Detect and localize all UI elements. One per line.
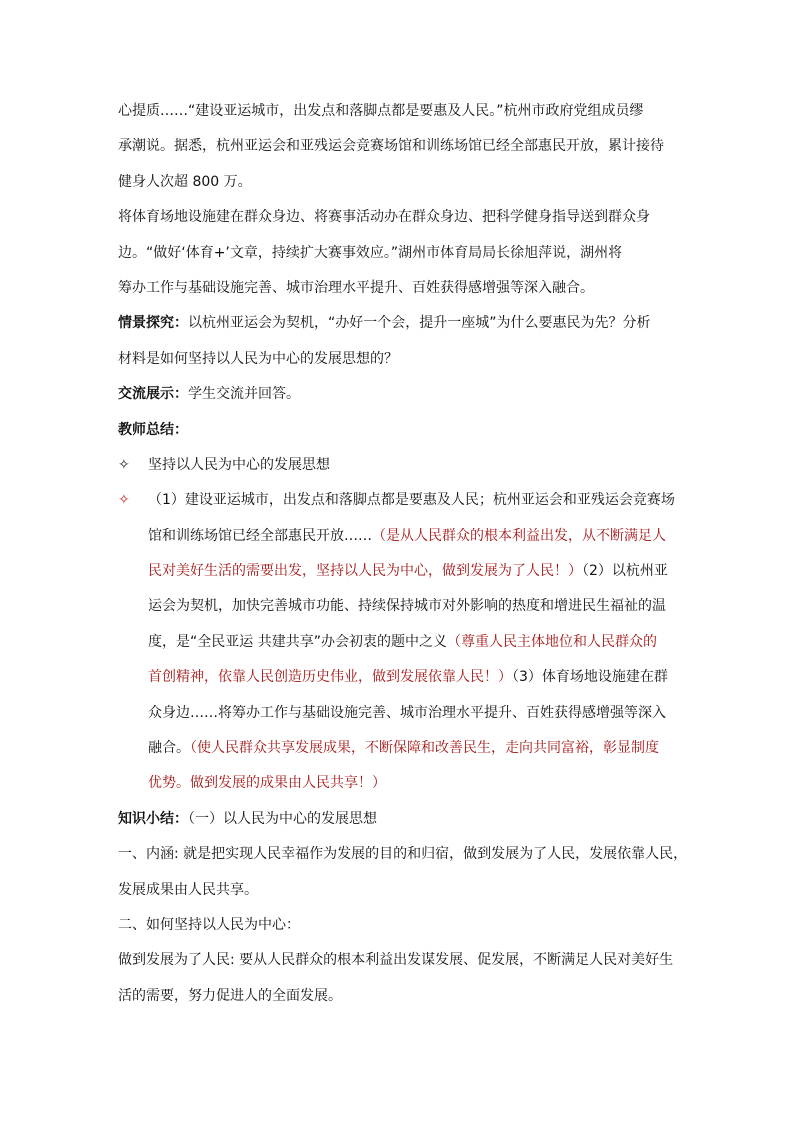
summary-point-2-text-3a: 民对美好生活的需要出发，坚持以人民为中心，做到发展为了人民！） — [148, 563, 582, 580]
summary-point-1-text: 坚持以人民为中心的发展思想 — [148, 456, 330, 473]
paragraph-1-line-2: 承潮说。据悉，杭州亚运会和亚残运会竞赛场馆和训练场馆已经全部惠民开放，累计接待 — [118, 138, 664, 155]
knowledge-summary-line — [118, 802, 678, 837]
paragraph-2-line-1: 将体育场地设施建在群众身边、将赛事活动办在群众身边、把科学健身指导送到群众身 — [118, 209, 650, 226]
paragraph-2-line-3: 筹办工作与基础设施完善、城市治理水平提升、百姓获得感增强等深入融合。 — [118, 279, 594, 296]
explore-line-2: 材料是如何坚持以人民为中心的发展思想的？ — [118, 350, 398, 367]
summary-point-2-line-2 — [118, 519, 678, 554]
section-1-line-1: 一、内涵: 就是把实现人民幸福作为发展的目的和归宿，做到发展为了人民，发展依靠人民， — [118, 846, 688, 863]
summary-point-2-line-8 — [118, 731, 678, 766]
summary-point-2-text-6a: 首创精神，依靠人民创造历史伟业，做到发展依靠人民！） — [148, 669, 512, 686]
summary-point-2-text-2b: （是从人民群众的根本利益出发，从不断满足人 — [372, 527, 666, 544]
summary-point-2-line-5 — [118, 625, 678, 660]
summary-point-2-text-6b: （3）体育场地设施建在群 — [512, 669, 668, 686]
summary-point-2-line-1 — [118, 483, 678, 518]
section-2-line-1: 做到发展为了人民: 要从人民群众的根本利益出发谋发展、促发展，不断满足人民对美好生 — [118, 952, 674, 969]
section-2-title: 二、如何坚持以人民为中心： — [118, 916, 300, 933]
paragraph-2-line-2: 边。“做好‘体育+’文章，持续扩大赛事效应。”湖州市体育局局长徐旭萍说，湖州将 — [118, 244, 623, 261]
explore-line-1 — [118, 306, 678, 341]
summary-point-2-line-3 — [118, 554, 678, 589]
teacher-summary-label: 教师总结： — [118, 421, 188, 438]
knowledge-summary-label: 知识小结： — [118, 810, 188, 827]
summary-point-2-text-1: （1）建设亚运城市，出发点和落脚点都是要惠及人民；杭州亚运会和亚残运会竞赛场 — [148, 492, 675, 509]
section-2-line-2: 活的需要，努力促进人的全面发展。 — [118, 987, 342, 1004]
exchange-line — [118, 377, 678, 412]
summary-point-2-text-5a: 度，是“全民亚运 共建共享”办会初衷的题中之义 — [148, 633, 447, 650]
exchange-text: 学生交流并回答。 — [188, 386, 300, 403]
explore-label: 情景探究： — [118, 315, 188, 332]
summary-point-2-text-5b: （尊重人民主体地位和人民群众的 — [446, 633, 657, 650]
summary-point-2-line-9: 优势。做到发展的成果由人民共享！） — [148, 775, 386, 792]
knowledge-summary-title: （一）以人民为中心的发展思想 — [188, 810, 377, 827]
summary-point-2-line-4: 运会为契机，加快完善城市功能、持续保持城市对外影响的热度和增进民生福祉的温 — [148, 598, 666, 615]
summary-point-2-text-3b: （2）以杭州亚 — [582, 563, 668, 580]
summary-point-2-text-8b: （使人民群众共享发展成果，不断保障和改善民生，走向共同富裕，彰显制度 — [190, 740, 659, 757]
explore-text-1: 以杭州亚运会为契机，“办好一个会，提升一座城”为什么要惠民为先？分析 — [188, 315, 651, 332]
exchange-label: 交流展示： — [118, 386, 188, 403]
section-1-line-2: 发展成果由人民共享。 — [118, 881, 258, 898]
document-body — [118, 94, 688, 1014]
paragraph-1-line-1: 心提质……“建设亚运城市，出发点和落脚点都是要惠及人民。”杭州市政府党组成员缪 — [118, 103, 644, 119]
summary-point-2-line-7: 众身边……将筹办工作与基础设施完善、城市治理水平提升、百姓获得感增强等深入 — [148, 704, 666, 721]
summary-point-2-text-8a: 融合。 — [148, 740, 190, 757]
summary-point-2-line-6 — [118, 660, 678, 695]
summary-point-2-text-2a: 馆和训练场馆已经全部惠民开放…… — [148, 527, 372, 544]
paragraph-1-line-3: 健身人次超 800 万。 — [118, 173, 252, 190]
summary-point-1 — [118, 448, 678, 483]
diamond-star-icon: ✧ — [118, 492, 130, 509]
diamond-star-icon: ✧ — [118, 456, 130, 473]
